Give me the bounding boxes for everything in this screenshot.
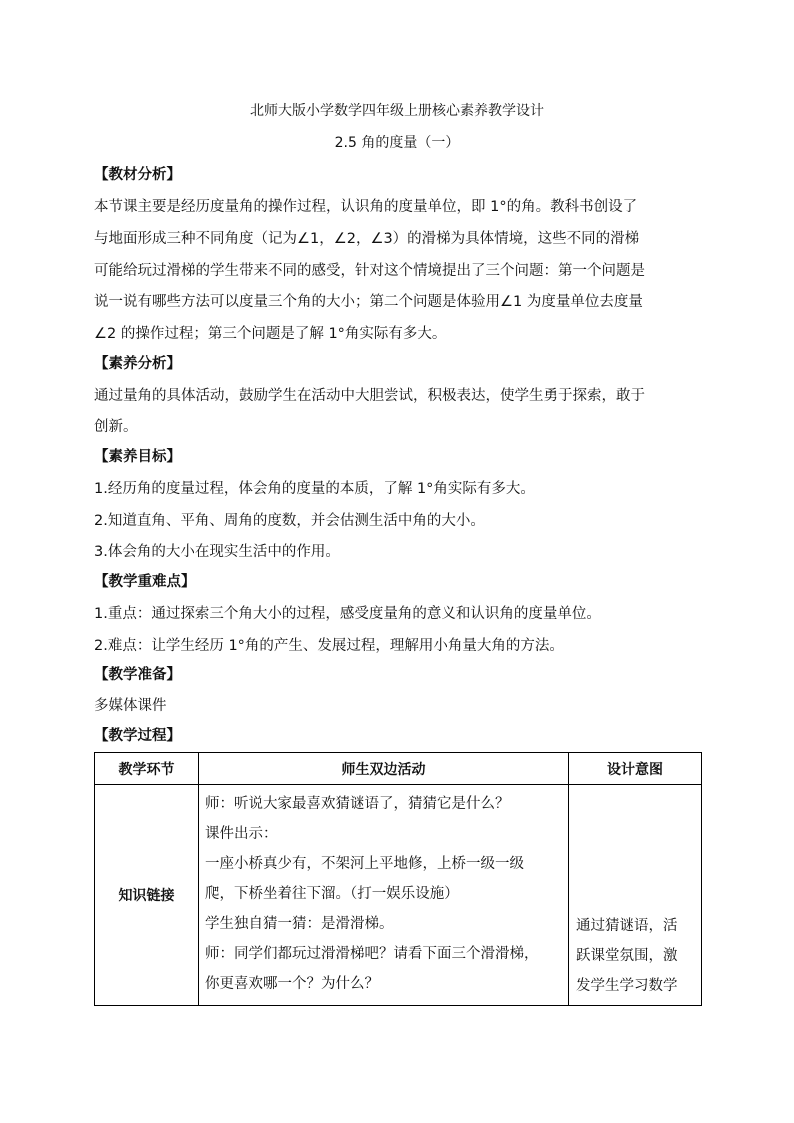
activity-line: 爬，下桥坐着往下溜。（打一娱乐设施） bbox=[205, 886, 459, 902]
activity-line: 师：听说大家最喜欢猜谜语了，猜猜它是什么？ bbox=[205, 796, 510, 812]
lesson-title: 2.5 角的度量（一） bbox=[334, 135, 460, 151]
intent-line: 发学生学习数学 bbox=[576, 978, 678, 994]
activity-line: 课件出示： bbox=[205, 826, 278, 842]
keypoint-item: 2.难点：让学生经历 1°角的产生、发展过程，理解用小角量大角的方法。 bbox=[94, 638, 564, 654]
column-header-stage: 教学环节 bbox=[95, 753, 199, 785]
section-heading-prep: 【教学准备】 bbox=[94, 667, 181, 683]
table-header-row bbox=[95, 753, 702, 785]
section-heading-goals: 【素养目标】 bbox=[94, 449, 181, 465]
paragraph-line: 通过量角的具体活动，鼓励学生在活动中大胆尝试，积极表达，使学生勇于探索，敢于 bbox=[94, 388, 645, 404]
section-heading-process: 【教学过程】 bbox=[94, 728, 181, 744]
section-heading-keypoints: 【教学重难点】 bbox=[94, 574, 196, 590]
table-row bbox=[95, 785, 702, 1006]
intent-line: 通过猜谜语，活 bbox=[576, 918, 678, 934]
activity-line: 师：同学们都玩过滑滑梯吧？请看下面三个滑滑梯， bbox=[205, 946, 539, 962]
activity-line: 学生独自猜一猜：是滑滑梯。 bbox=[205, 916, 394, 932]
goal-item: 3.体会角的大小在现实生活中的作用。 bbox=[94, 544, 340, 560]
column-header-activity: 师生双边活动 bbox=[199, 753, 569, 785]
prep-item: 多媒体课件 bbox=[94, 698, 167, 714]
paragraph-line: 说一说有哪些方法可以度量三个角的大小；第二个问题是体验用∠1 为度量单位去度量 bbox=[94, 294, 643, 310]
teaching-process-table bbox=[94, 752, 702, 1006]
section-heading-textbook: 【教材分析】 bbox=[94, 167, 181, 183]
paragraph-line: 与地面形成三种不同角度（记为∠1，∠2，∠3）的滑梯为具体情境，这些不同的滑梯 bbox=[94, 231, 640, 247]
document-title: 北师大版小学数学四年级上册核心素养教学设计 bbox=[250, 103, 544, 119]
intent-cell bbox=[569, 785, 702, 1006]
column-header-intent: 设计意图 bbox=[569, 753, 702, 785]
goal-item: 2.知道直角、平角、周角的度数，并会估测生活中角的大小。 bbox=[94, 513, 485, 529]
intent-line: 跃课堂氛围，激 bbox=[576, 948, 678, 964]
paragraph-line: ∠2 的操作过程；第三个问题是了解 1°角实际有多大。 bbox=[94, 326, 447, 342]
activity-cell bbox=[199, 785, 569, 1006]
activity-line: 一座小桥真少有，不架河上平地修，上桥一级一级 bbox=[205, 856, 524, 872]
keypoint-item: 1.重点：通过探索三个角大小的过程，感受度量角的意义和认识角的度量单位。 bbox=[94, 606, 601, 622]
section-heading-literacy: 【素养分析】 bbox=[94, 356, 181, 372]
stage-cell: 知识链接 bbox=[95, 785, 199, 1006]
activity-line: 你更喜欢哪一个？为什么？ bbox=[205, 976, 379, 992]
paragraph-line: 本节课主要是经历度量角的操作过程，认识角的度量单位，即 1°的角。教科书创设了 bbox=[94, 199, 638, 215]
paragraph-line: 创新。 bbox=[94, 419, 138, 435]
paragraph-line: 可能给玩过滑梯的学生带来不同的感受，针对这个情境提出了三个问题：第一个问题是 bbox=[94, 263, 645, 279]
goal-item: 1.经历角的度量过程，体会角的度量的本质，了解 1°角实际有多大。 bbox=[94, 481, 535, 497]
